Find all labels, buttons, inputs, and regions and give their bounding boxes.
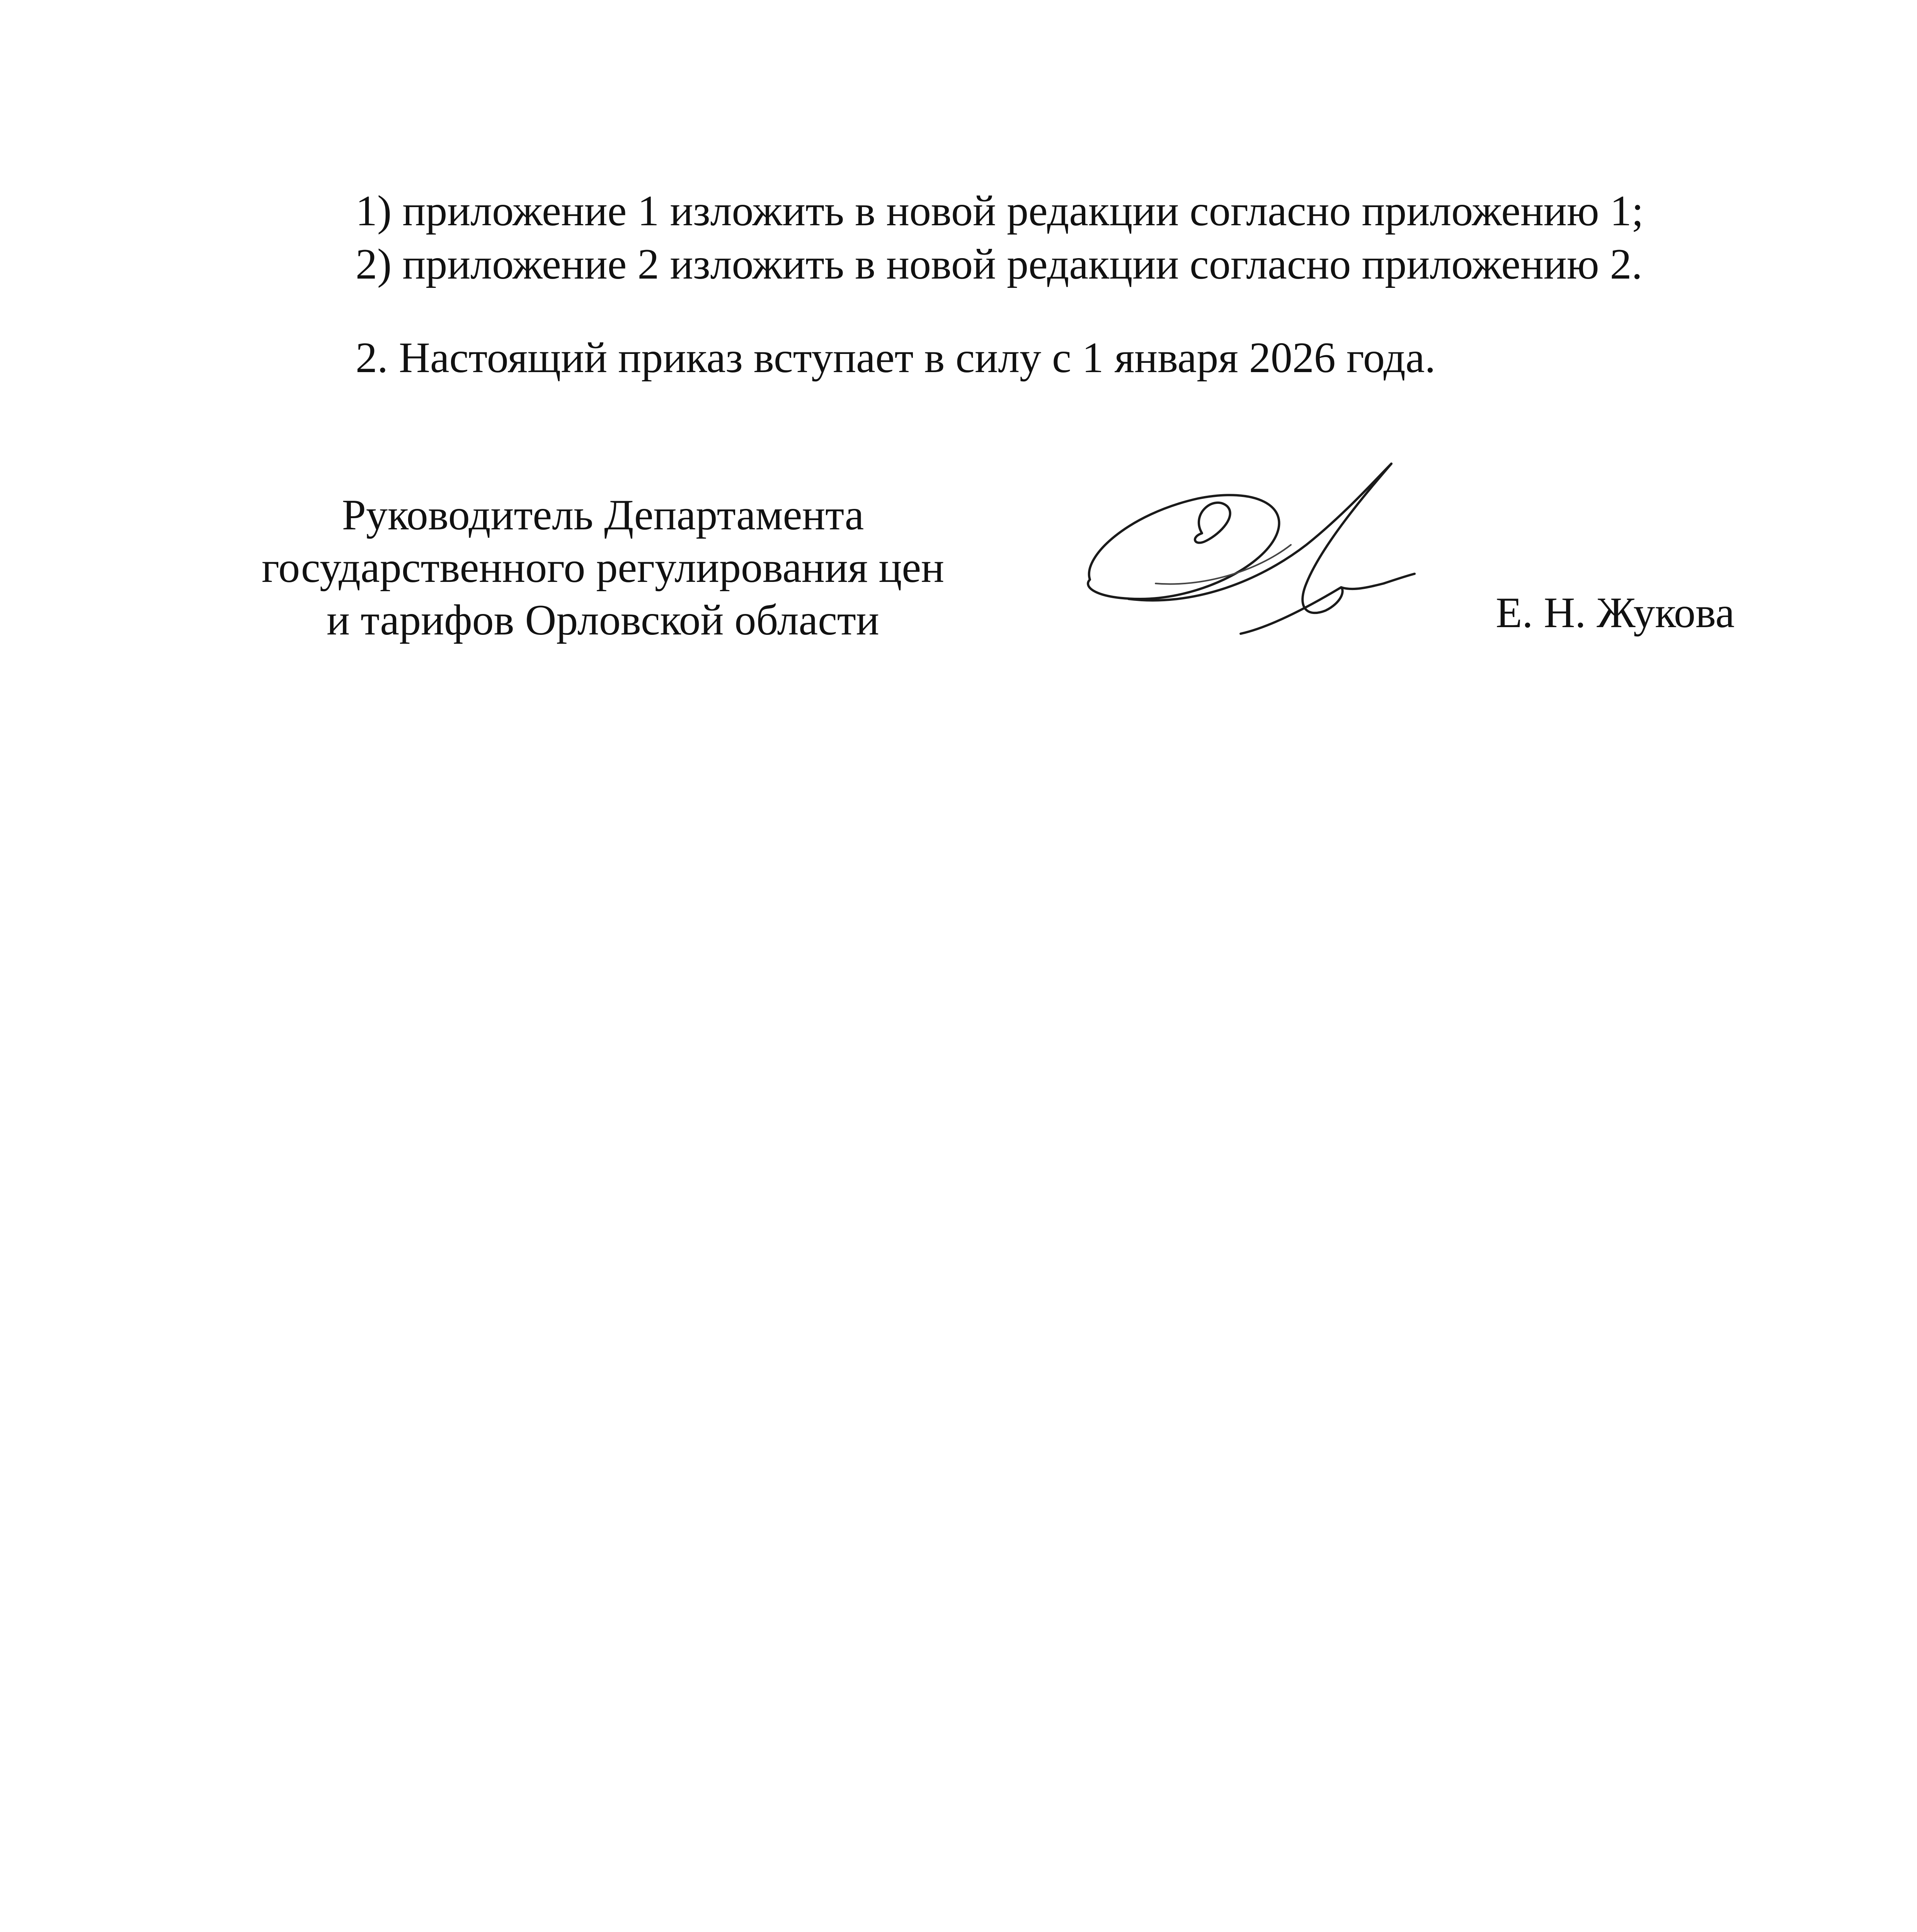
effective-date-clause: 2. Настоящий приказ вступает в силу с 1 января 2026 года. <box>356 334 1436 382</box>
signer-position-line-1: Руководитель Департамента <box>342 491 864 539</box>
signer-position <box>232 489 974 646</box>
order-item-2: 2) приложение 2 изложить в новой редакции согласно приложению 2. <box>356 240 1643 288</box>
handwritten-signature <box>1074 417 1445 665</box>
signer-name: Е. Н. Жукова <box>1496 589 1735 637</box>
signer-position-line-3: и тарифов Орловской области <box>327 596 879 644</box>
signer-position-line-2: государственного регулирования цен <box>261 544 945 592</box>
order-item-1: 1) приложение 1 изложить в новой редакции согласно приложению 1; <box>356 187 1644 235</box>
